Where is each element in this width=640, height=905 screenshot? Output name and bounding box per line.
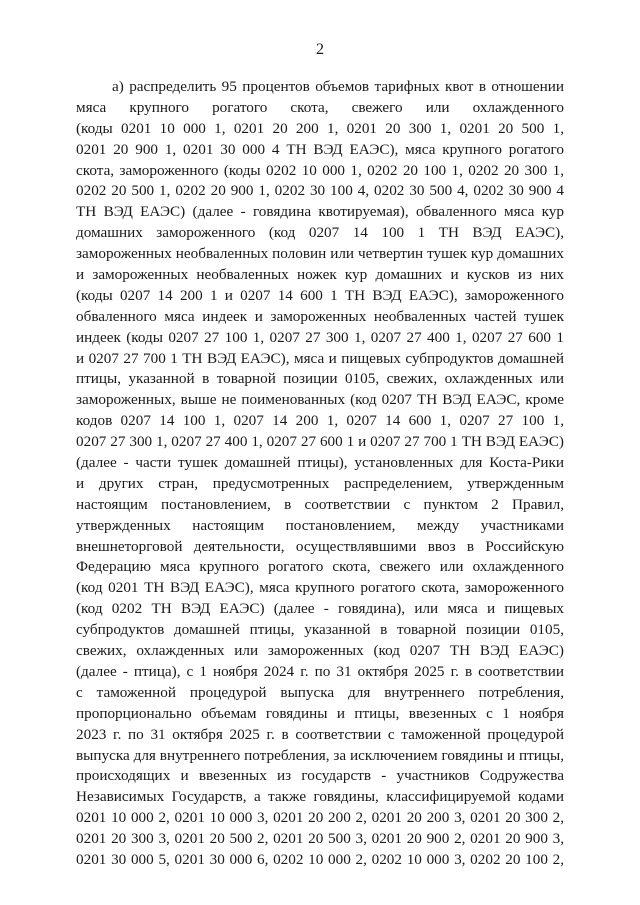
text-line: и других стран, предусмотренных распределением, утвержденным xyxy=(76,474,564,492)
text-line: (коды 0201 10 000 1, 0201 20 200 1, 0201 20 300 1, 0201 20 500 1, xyxy=(76,119,564,137)
text-line: (код 0201 ТН ВЭД ЕАЭС), мяса крупного рогатого скота, замороженного xyxy=(76,579,564,597)
text-line: выпуска для внутреннего потребления, за исключением говядины и птицы, xyxy=(76,746,564,764)
text-line: и замороженных необваленных ножек кур домашних и кусков из них xyxy=(76,266,564,284)
text-line: (далее - части тушек домашней птицы), установленных для Коста-Рики xyxy=(76,454,564,472)
text-line: 0201 20 900 1, 0201 30 000 4 ТН ВЭД ЕАЭС), мяса крупного рогатого xyxy=(76,140,564,158)
text-line: настоящим постановлением, в соответствии с пунктом 2 Правил, xyxy=(76,495,564,513)
text-line: 2023 г. по 31 октября 2025 г. в соответствии с таможенной процедурой xyxy=(76,725,564,743)
text-line: кодов 0207 14 100 1, 0207 14 200 1, 0207 14 600 1, 0207 27 100 1, xyxy=(76,412,564,430)
text-line: 0207 27 300 1, 0207 27 400 1, 0207 27 600 1 и 0207 27 700 1 ТН ВЭД ЕАЭС) xyxy=(76,433,564,451)
text-line: 0201 10 000 2, 0201 10 000 3, 0201 20 200 2, 0201 20 200 3, 0201 20 300 2, xyxy=(76,809,564,827)
text-line: скота, замороженного (коды 0202 10 000 1, 0202 20 100 1, 0202 20 300 1, xyxy=(76,161,564,179)
text-line: птицы, указанной в товарной позиции 0105, свежих, охлажденных или xyxy=(76,370,564,388)
text-line: (далее - птица), с 1 ноября 2024 г. по 31 октября 2025 г. в соответствии xyxy=(76,662,564,680)
text-line: (код 0202 ТН ВЭД ЕАЭС) (далее - говядина), или мяса и пищевых xyxy=(76,600,564,618)
text-line: 0202 20 500 1, 0202 20 900 1, 0202 30 100 4, 0202 30 500 4, 0202 30 900 4 xyxy=(76,182,564,200)
text-line: и 0207 27 700 1 ТН ВЭД ЕАЭС), мяса и пищевых субпродуктов домашней xyxy=(76,349,564,367)
page-number: 2 xyxy=(316,41,324,58)
text-line: внешнеторговой деятельности, осуществлявшими ввоз в Российскую xyxy=(76,537,564,555)
text-line: обваленного мяса индеек и замороженных необваленных частей тушек xyxy=(76,307,564,325)
text-line: с таможенной процедурой выпуска для внутреннего потребления, xyxy=(76,683,564,701)
text-line: Федерацию мяса крупного рогатого скота, свежего или охлажденного xyxy=(76,558,564,576)
text-line: домашних замороженного (код 0207 14 100 1 ТН ВЭД ЕАЭС), xyxy=(76,224,564,242)
text-line: свежих, охлажденных или замороженных (код 0207 ТН ВЭД ЕАЭС) xyxy=(76,642,564,660)
text-line: происходящих и ввезенных из государств - участников Содружества xyxy=(76,767,564,785)
text-line: 0201 30 000 5, 0201 30 000 6, 0202 10 000 2, 0202 10 000 3, 0202 20 100 2, xyxy=(76,850,564,868)
text-line: 0201 20 300 3, 0201 20 500 2, 0201 20 500 3, 0201 20 900 2, 0201 20 900 3, xyxy=(76,830,564,848)
text-line: Независимых Государств, а также говядины, классифицируемой кодами xyxy=(76,788,564,806)
text-line: замороженных необваленных половин или четвертин тушек кур домашних xyxy=(76,245,564,263)
text-line: а) распределить 95 процентов объемов тарифных квот в отношении xyxy=(112,78,564,95)
text-line: замороженных, выше не поименованных (код 0207 ТН ВЭД ЕАЭС, кроме xyxy=(76,391,564,409)
text-line: ТН ВЭД ЕАЭС) (далее - говядина квотируемая), обваленного мяса кур xyxy=(76,203,564,221)
text-line: индеек (коды 0207 27 100 1, 0207 27 300 1, 0207 27 400 1, 0207 27 600 1 xyxy=(76,328,564,346)
text-line: субпродуктов домашней птицы, указанной в товарной позиции 0105, xyxy=(76,621,564,639)
text-line: утвержденных настоящим постановлением, между участниками xyxy=(76,516,564,534)
text-line: (коды 0207 14 200 1 и 0207 14 600 1 ТН ВЭД ЕАЭС), замороженного xyxy=(76,286,564,304)
paragraph xyxy=(76,77,564,871)
text-line: пропорционально объемам говядины и птицы, ввезенных с 1 ноября xyxy=(76,704,564,722)
text-line: мяса крупного рогатого скота, свежего или охлажденного xyxy=(76,98,564,116)
